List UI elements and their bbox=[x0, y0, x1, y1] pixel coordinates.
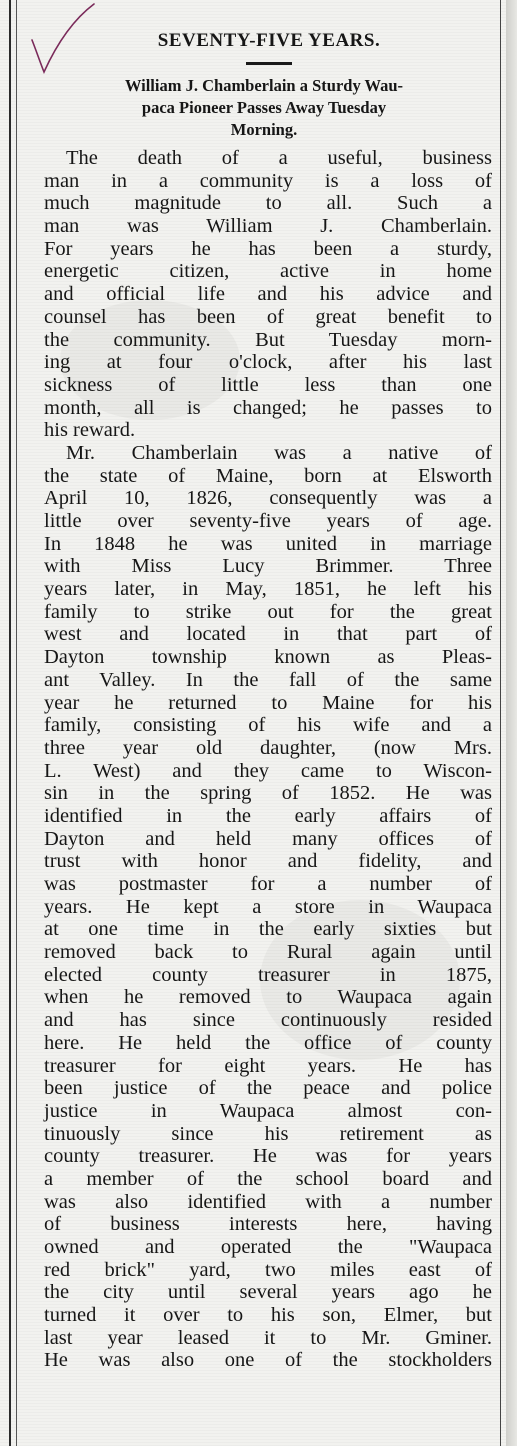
text-line: In 1848 he was united in marriage bbox=[44, 532, 492, 555]
text-line: the community. But Tuesday morn- bbox=[44, 328, 492, 351]
paragraph-2 bbox=[44, 442, 494, 1372]
text-line: with Miss Lucy Brimmer. Three bbox=[44, 555, 492, 578]
text-line: trust with honor and fidelity, and bbox=[44, 850, 492, 873]
text-line: April 10, 1826, consequently was a bbox=[44, 487, 492, 510]
text-line: years. He kept a store in Waupaca bbox=[44, 895, 492, 918]
text-line: tinuously since his retirement as bbox=[44, 1122, 492, 1145]
text-line: and has since continuously resided bbox=[44, 1009, 492, 1032]
text-line: three year old daughter, (now Mrs. bbox=[44, 736, 492, 759]
text-line: removed back to Rural again until bbox=[44, 941, 492, 964]
subhead-line: William J. Chamberlain a Sturdy Wau- bbox=[124, 76, 404, 95]
text-line: Dayton township known as Pleas- bbox=[44, 646, 492, 669]
scan-edge bbox=[506, 0, 517, 1446]
text-line: man in a community is a loss of bbox=[44, 169, 492, 192]
text-line: was postmaster for a number of bbox=[44, 873, 492, 895]
text-line: and official life and his advice and bbox=[44, 283, 492, 306]
text-line: Dayton and held many offices of bbox=[44, 827, 492, 850]
text-line: family to strike out for the great bbox=[44, 600, 492, 623]
text-line: west and located in that part of bbox=[44, 623, 492, 646]
text-line: The death of a useful, business bbox=[66, 147, 492, 169]
text-line: sin in the spring of 1852. He was bbox=[44, 782, 492, 805]
text-line: counsel has been of great benefit to bbox=[44, 305, 492, 328]
text-line: the city until several years ago he bbox=[44, 1281, 492, 1304]
text-line: at one time in the early sixties but bbox=[44, 918, 492, 941]
article-headline: SEVENTY-FIVE YEARS. bbox=[157, 30, 381, 51]
text-line: his reward. bbox=[44, 419, 136, 442]
text-line: red brick" yard, two miles east of bbox=[44, 1258, 492, 1281]
text-line: been justice of the peace and police bbox=[44, 1077, 492, 1100]
column-rule-left bbox=[9, 0, 11, 1446]
text-line: family, consisting of his wife and a bbox=[44, 714, 492, 737]
text-line: ant Valley. In the fall of the same bbox=[44, 668, 492, 691]
text-line: little over seventy-five years of age. bbox=[44, 510, 492, 532]
text-line: much magnitude to all. Such a bbox=[44, 192, 492, 215]
text-line: Mr. Chamberlain was a native of bbox=[66, 441, 492, 464]
text-line: was also identified with a number bbox=[44, 1190, 492, 1213]
text-line: sickness of little less than one bbox=[44, 373, 492, 396]
text-line: For years he has been a sturdy, bbox=[44, 237, 492, 260]
text-line: years later, in May, 1851, he left his bbox=[44, 578, 492, 601]
text-line: treasurer for eight years. He has bbox=[44, 1054, 492, 1077]
headline-divider bbox=[246, 62, 292, 65]
text-line: ing at four o'clock, after his last bbox=[44, 351, 492, 374]
subhead-line: Morning. bbox=[230, 120, 298, 139]
text-line: when he removed to Waupaca again bbox=[44, 986, 492, 1009]
text-line: owned and operated the "Waupaca bbox=[44, 1236, 492, 1258]
text-line: month, all is changed; he passes to bbox=[44, 396, 492, 419]
text-line: energetic citizen, active in home bbox=[44, 260, 492, 283]
subhead-line: paca Pioneer Passes Away Tuesday bbox=[141, 98, 387, 117]
text-line: year he returned to Maine for his bbox=[44, 691, 492, 714]
text-line: a member of the school board and bbox=[44, 1167, 492, 1190]
column-rule-right bbox=[500, 0, 501, 1446]
text-line: the state of Maine, born at Elsworth bbox=[44, 464, 492, 487]
text-line: elected county treasurer in 1875, bbox=[44, 963, 492, 986]
text-line: turned it over to his son, Elmer, but bbox=[44, 1304, 492, 1327]
text-line: man was William J. Chamberlain. bbox=[44, 215, 492, 238]
text-line: L. West) and they came to Wiscon- bbox=[44, 759, 492, 782]
text-line: of business interests here, having bbox=[44, 1213, 492, 1236]
text-line: identified in the early affairs of bbox=[44, 804, 492, 827]
paragraph-1 bbox=[44, 147, 494, 442]
article-column bbox=[44, 28, 494, 1372]
text-line: last year leased it to Mr. Gminer. bbox=[44, 1326, 492, 1349]
text-line: county treasurer. He was for years bbox=[44, 1145, 492, 1168]
text-line: He was also one of the stockholders bbox=[44, 1349, 492, 1372]
column-rule-left-inner bbox=[16, 0, 17, 1446]
text-line: here. He held the office of county bbox=[44, 1031, 492, 1054]
article-subhead bbox=[44, 75, 484, 141]
text-line: justice in Waupaca almost con- bbox=[44, 1099, 492, 1122]
